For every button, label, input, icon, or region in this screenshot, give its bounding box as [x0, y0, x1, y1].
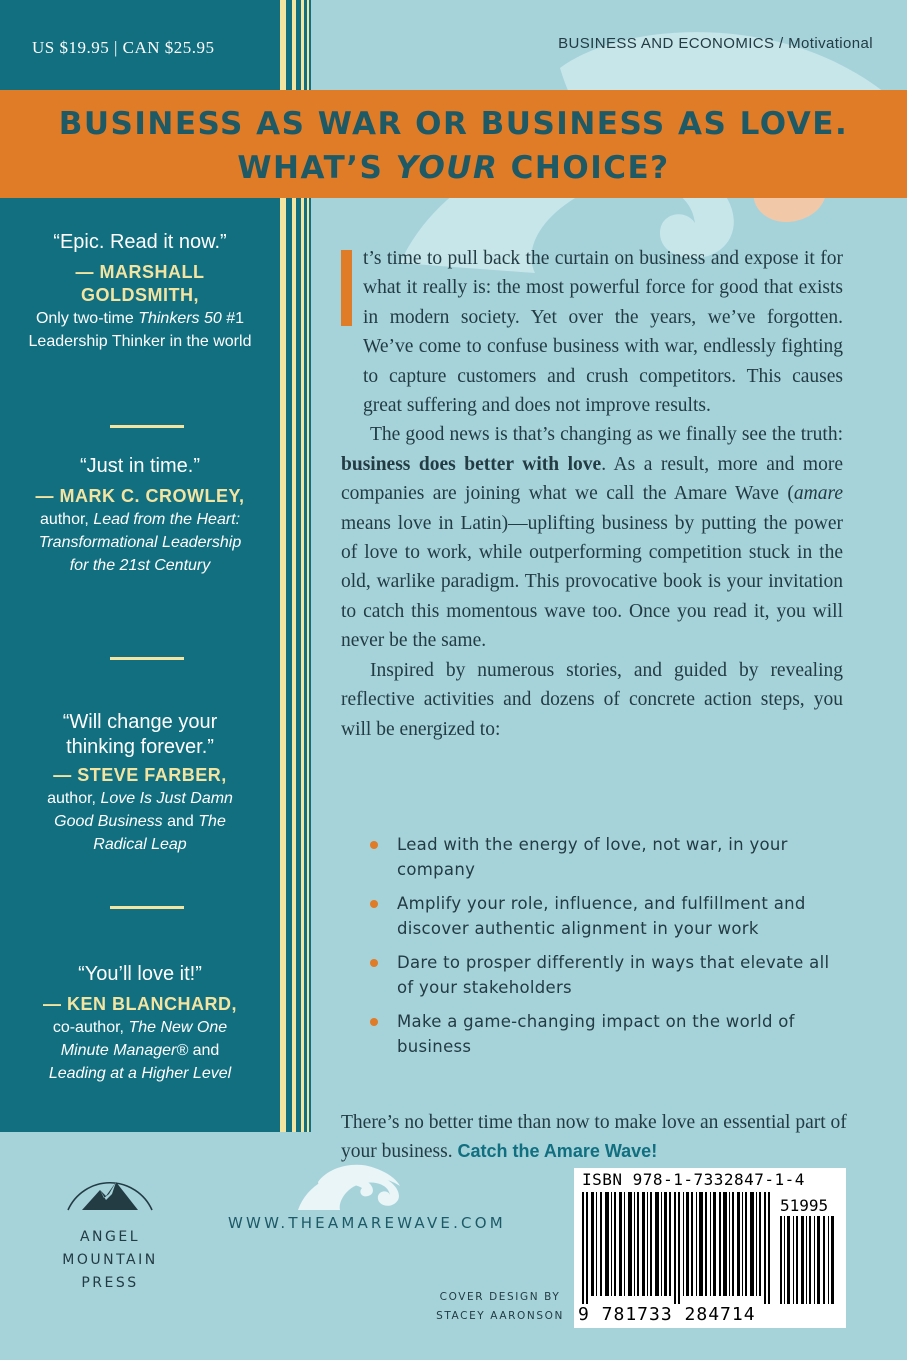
cred-title: Love Is Just Damn Good Business: [54, 790, 233, 830]
cover-credit: [420, 1288, 580, 1326]
cred-text: and: [188, 1042, 220, 1059]
blurb-blanchard: [20, 962, 260, 1085]
body-copy: [341, 244, 843, 744]
divider: [110, 425, 184, 428]
blurb-quote: “You’ll love it!”: [78, 963, 202, 985]
blurb-author: — STEVE FARBER,: [53, 765, 227, 785]
cred-text: #1 Leadership Thinker in the world: [28, 310, 252, 350]
isbn: ISBN 978-1-7332847-1-4: [582, 1170, 805, 1189]
call-to-action: Catch the Amare Wave!: [457, 1141, 658, 1162]
blurb-goldsmith: [20, 230, 260, 353]
publisher-name-line: ANGEL: [79, 1229, 141, 1245]
blurb-author: — KEN BLANCHARD,: [43, 994, 237, 1014]
blurb-credential: [28, 508, 253, 577]
headline-text: CHOICE?: [498, 150, 670, 186]
headline-line-1: BUSINESS AS WAR OR BUSINESS AS LOVE.: [58, 106, 849, 142]
bullet-icon: [370, 959, 378, 967]
blurb-farber: [20, 710, 260, 856]
cred-text: Only two-time: [35, 310, 139, 327]
cred-text: co-author,: [52, 1019, 129, 1036]
list-item-text: Make a game-changing impact on the world of business: [397, 1012, 795, 1056]
blurb-crowley: [20, 454, 260, 577]
headline-line-2: [0, 146, 907, 190]
drop-cap-letter: [341, 244, 363, 273]
list-item: [370, 891, 850, 941]
credit-line: COVER DESIGN BY: [439, 1291, 561, 1303]
mountain-icon: [60, 1170, 160, 1218]
credit-line: STACEY AARONSON: [436, 1310, 564, 1322]
blurb-author: — MARK C. CROWLEY,: [35, 486, 245, 506]
price: US $19.95 | CAN $25.95: [32, 38, 215, 57]
divider: [110, 657, 184, 660]
publisher-logo: [40, 1170, 180, 1295]
blurb-quote: “Epic. Read it now.”: [53, 231, 227, 253]
cred-text: and: [162, 813, 199, 830]
list-item: [370, 832, 850, 882]
paragraph-1: [341, 244, 843, 420]
cred-title: Leading at a Higher Level: [48, 1065, 232, 1082]
blurb-credential: [28, 307, 253, 353]
blurb-quote: “Will change your thinking forever.”: [62, 711, 218, 758]
cred-title: Thinkers 50: [138, 310, 222, 327]
list-item-text: Lead with the energy of love, not war, in your company: [397, 835, 788, 879]
small-wave-icon: [288, 1162, 408, 1212]
barcode-number: 9 781733 284714: [578, 1304, 756, 1325]
headline: [0, 102, 907, 190]
website-url[interactable]: WWW.THEAMAREWAVE.COM: [228, 1214, 506, 1232]
list-item-text: Amplify your role, influence, and fulfillment and discover authentic alignment in your work: [397, 894, 806, 938]
paragraph-text: means love in Latin)—uplifting business by putting the power of love to work, while outperforming competition stuck in the old, warlike paradigm. This provocative book is your invitation to catch this momentous wave too. Once you read it, you will never be the same.: [341, 512, 843, 652]
barcode: [574, 1168, 846, 1328]
publisher-name-line: MOUNTAIN: [62, 1252, 158, 1268]
category-label: BUSINESS AND ECONOMICS / Motivational: [558, 35, 873, 52]
closing-paragraph: [341, 1108, 861, 1167]
paragraph-text: There’s no better time than now to make love an essential part of your business.: [341, 1112, 847, 1163]
blurb-author: — MARSHALL GOLDSMITH,: [75, 262, 205, 305]
publisher-name-line: PRESS: [81, 1275, 139, 1291]
divider: [110, 906, 184, 909]
benefits-list: [370, 832, 850, 1068]
headline-text: WHAT’S: [237, 150, 396, 186]
list-item: [370, 1009, 850, 1059]
paragraph-text: . As a result, more and more companies are joining what we call the Amare Wave (: [341, 453, 843, 505]
paragraph-bold: business does better with love: [341, 453, 602, 475]
list-item: [370, 950, 850, 1000]
headline-emphasis: YOUR: [395, 150, 499, 186]
blurb-credential: [35, 787, 245, 856]
cred-text: author,: [47, 790, 101, 807]
bullet-icon: [370, 1018, 378, 1026]
list-item-text: Dare to prosper differently in ways that elevate all of your stakeholders: [397, 953, 830, 997]
paragraph-text: t’s time to pull back the curtain on business and expose it for what it really is: the most powerful force for good that exists in modern society. Yet over the years, we’ve forgotten. We’ve come to confuse business with war, endlessly fighting to capture customers and crush competitors. This causes great suffering and does not improve results.: [363, 248, 843, 417]
blurb-quote: “Just in time.”: [79, 455, 201, 477]
cred-text: author,: [39, 511, 94, 528]
paragraph-3: Inspired by numerous stories, and guided by revealing reflective activities and dozens of concrete action steps, you will be energized to:: [341, 659, 843, 740]
paragraph-2: [341, 420, 843, 655]
cred-title: The New One Minute Manager®: [60, 1019, 228, 1059]
price-code: 51995: [780, 1196, 829, 1215]
bullet-icon: [370, 841, 378, 849]
paragraph-text: The good news is that’s changing as we finally see the truth:: [370, 424, 843, 446]
cred-title: The Radical Leap: [93, 813, 226, 853]
blurb-credential: [33, 1016, 248, 1085]
bullet-icon: [370, 900, 378, 908]
cred-title: Lead from the Heart: Transformational Leadership for the 21st Century: [38, 511, 242, 574]
paragraph-italic: amare: [793, 483, 843, 505]
